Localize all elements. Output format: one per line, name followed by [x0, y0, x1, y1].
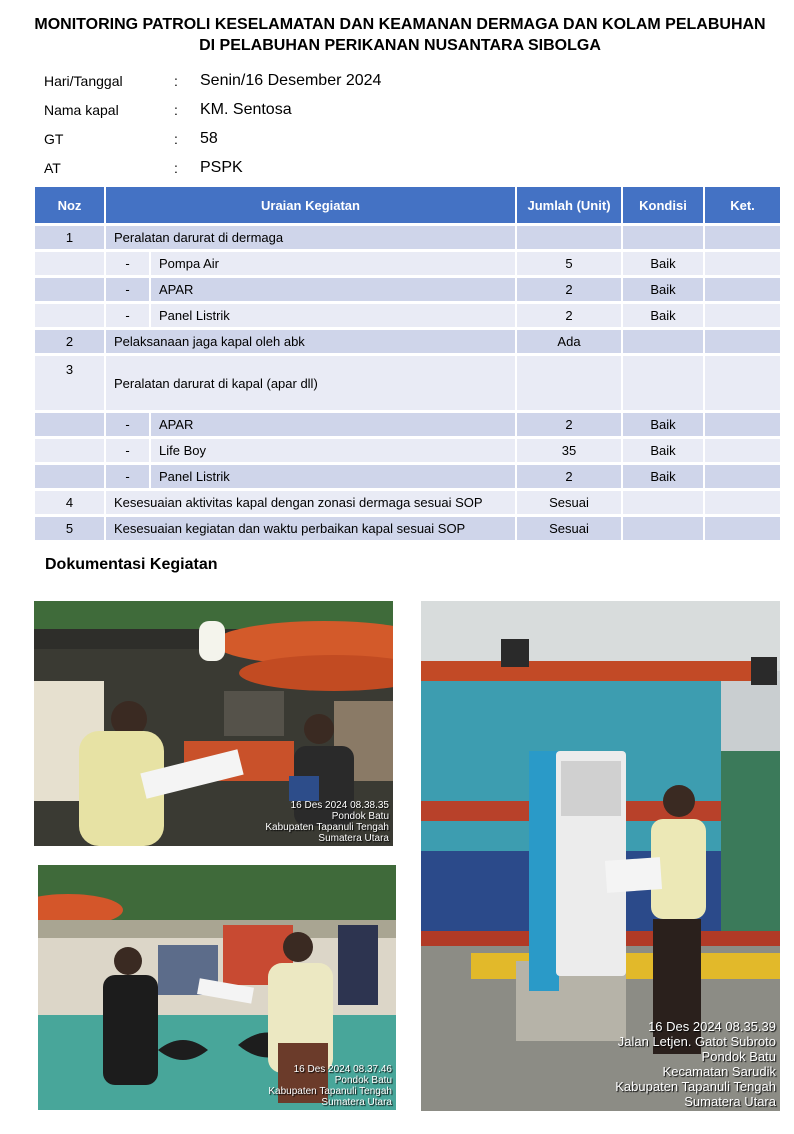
cell-condition — [623, 491, 705, 514]
header-description: Uraian Kegiatan — [106, 187, 517, 223]
info-colon: : — [174, 159, 178, 176]
title-line-2: DI PELABUHAN PERIKANAN NUSANTARA SIBOLGA — [199, 37, 601, 54]
info-value: Senin/16 Desember 2024 — [200, 71, 382, 89]
stamp-line: Kecamatan Sarudik — [662, 1064, 776, 1079]
cell-no: 3 — [35, 356, 106, 410]
cell-quantity: 2 — [517, 413, 623, 436]
cell-quantity: Ada — [517, 330, 623, 353]
header-notes: Ket. — [705, 187, 780, 223]
cell-description: Panel Listrik — [151, 465, 517, 488]
cell-quantity: 2 — [517, 465, 623, 488]
cell-condition: Baik — [623, 304, 705, 327]
stamp-line: 16 Des 2024 08.38.35 — [290, 800, 389, 811]
table-row — [35, 304, 780, 327]
cell-notes — [705, 517, 780, 540]
cell-condition — [623, 356, 705, 410]
cell-description: Pompa Air — [151, 252, 517, 275]
info-value: PSPK — [200, 158, 243, 176]
cell-quantity — [517, 356, 623, 410]
documentation-heading: Dokumentasi Kegiatan — [45, 556, 218, 573]
monitoring-table — [35, 184, 780, 543]
cell-no — [35, 278, 106, 301]
cell-quantity: 2 — [517, 304, 623, 327]
cell-no — [35, 252, 106, 275]
cell-no: 1 — [35, 226, 106, 249]
cell-description: APAR — [151, 413, 517, 436]
cell-notes — [705, 252, 780, 275]
stamp-line: Sumatera Utara — [318, 833, 389, 844]
cell-quantity: Sesuai — [517, 517, 623, 540]
info-value: 58 — [200, 129, 218, 147]
table-row — [35, 278, 780, 301]
info-label: Nama kapal — [44, 101, 119, 118]
table-row — [35, 226, 780, 249]
cell-condition: Baik — [623, 465, 705, 488]
stamp-line: Pondok Batu — [701, 1049, 776, 1064]
cell-condition: Baik — [623, 413, 705, 436]
cell-quantity: Sesuai — [517, 491, 623, 514]
info-row-gt — [44, 124, 444, 153]
cell-quantity — [517, 226, 623, 249]
title-line-1: MONITORING PATROLI KESELAMATAN DAN KEAMANAN DERMAGA DAN KOLAM PELABUHAN — [34, 16, 766, 33]
cell-notes — [705, 278, 780, 301]
table-row — [35, 252, 780, 275]
cell-condition: Baik — [623, 439, 705, 462]
cell-notes — [705, 465, 780, 488]
cell-description: Panel Listrik — [151, 304, 517, 327]
stamp-line: 16 Des 2024 08.37.46 — [293, 1064, 392, 1075]
cell-notes — [705, 439, 780, 462]
cell-dash: - — [106, 252, 151, 275]
stamp-line: Pondok Batu — [334, 1075, 392, 1086]
cell-dash: - — [106, 413, 151, 436]
cell-condition — [623, 517, 705, 540]
table-header-row — [35, 187, 780, 223]
cell-condition: Baik — [623, 252, 705, 275]
cell-dash: - — [106, 304, 151, 327]
info-label: GT — [44, 130, 64, 147]
cell-notes — [705, 491, 780, 514]
cell-dash: - — [106, 465, 151, 488]
cell-no: 5 — [35, 517, 106, 540]
cell-condition — [623, 330, 705, 353]
cell-description: Kesesuaian kegiatan dan waktu perbaikan kapal sesuai SOP — [106, 517, 517, 540]
cell-condition — [623, 226, 705, 249]
table-row — [35, 517, 780, 540]
cell-description: APAR — [151, 278, 517, 301]
stamp-line: Pondok Batu — [331, 811, 389, 822]
stamp-line: Jalan Letjen. Gatot Subroto — [617, 1034, 776, 1049]
stamp-line: Sumatera Utara — [684, 1094, 776, 1109]
cell-no — [35, 439, 106, 462]
photo-dock-power-panel — [421, 601, 780, 1111]
cell-quantity: 35 — [517, 439, 623, 462]
photo-engine-room-inspection — [34, 601, 393, 846]
info-colon: : — [174, 130, 178, 147]
stamp-line: Kabupaten Tapanuli Tengah — [615, 1079, 776, 1094]
stamp-line: Kabupaten Tapanuli Tengah — [268, 1086, 392, 1097]
info-label: Hari/Tanggal — [44, 72, 123, 89]
cell-dash: - — [106, 439, 151, 462]
cell-notes — [705, 413, 780, 436]
info-colon: : — [174, 72, 178, 89]
table-row — [35, 465, 780, 488]
cell-description: Peralatan darurat di kapal (apar dll) — [106, 356, 517, 410]
photo-1-timestamp — [265, 800, 389, 844]
cell-no — [35, 465, 106, 488]
photo-3-timestamp — [268, 1064, 392, 1108]
cell-no — [35, 413, 106, 436]
cell-dash: - — [106, 278, 151, 301]
cell-description: Pelaksanaan jaga kapal oleh abk — [106, 330, 517, 353]
info-row-ship-name — [44, 95, 444, 124]
table-row — [35, 356, 780, 410]
photo-deck-inspection — [38, 865, 396, 1110]
info-value: KM. Sentosa — [200, 100, 292, 118]
cell-no: 4 — [35, 491, 106, 514]
info-colon: : — [174, 101, 178, 118]
header-no: Noz — [35, 187, 106, 223]
vessel-info — [44, 66, 444, 182]
table-row — [35, 491, 780, 514]
table-row — [35, 330, 780, 353]
cell-no: 2 — [35, 330, 106, 353]
header-quantity: Jumlah (Unit) — [517, 187, 623, 223]
header-condition: Kondisi — [623, 187, 705, 223]
cell-description: Peralatan darurat di dermaga — [106, 226, 517, 249]
cell-notes — [705, 226, 780, 249]
cell-description: Life Boy — [151, 439, 517, 462]
info-row-date — [44, 66, 444, 95]
table-row — [35, 413, 780, 436]
cell-no — [35, 304, 106, 327]
photo-2-timestamp — [615, 1019, 776, 1109]
stamp-line: 16 Des 2024 08.35.39 — [648, 1019, 776, 1034]
cell-notes — [705, 356, 780, 410]
cell-notes — [705, 304, 780, 327]
cell-description: Kesesuaian aktivitas kapal dengan zonasi dermaga sesuai SOP — [106, 491, 517, 514]
cell-quantity: 5 — [517, 252, 623, 275]
cell-quantity: 2 — [517, 278, 623, 301]
info-row-at — [44, 153, 444, 182]
info-label: AT — [44, 159, 61, 176]
cell-condition: Baik — [623, 278, 705, 301]
document-title — [20, 14, 780, 56]
stamp-line: Kabupaten Tapanuli Tengah — [265, 822, 389, 833]
stamp-line: Sumatera Utara — [321, 1097, 392, 1108]
table-row — [35, 439, 780, 462]
cell-notes — [705, 330, 780, 353]
